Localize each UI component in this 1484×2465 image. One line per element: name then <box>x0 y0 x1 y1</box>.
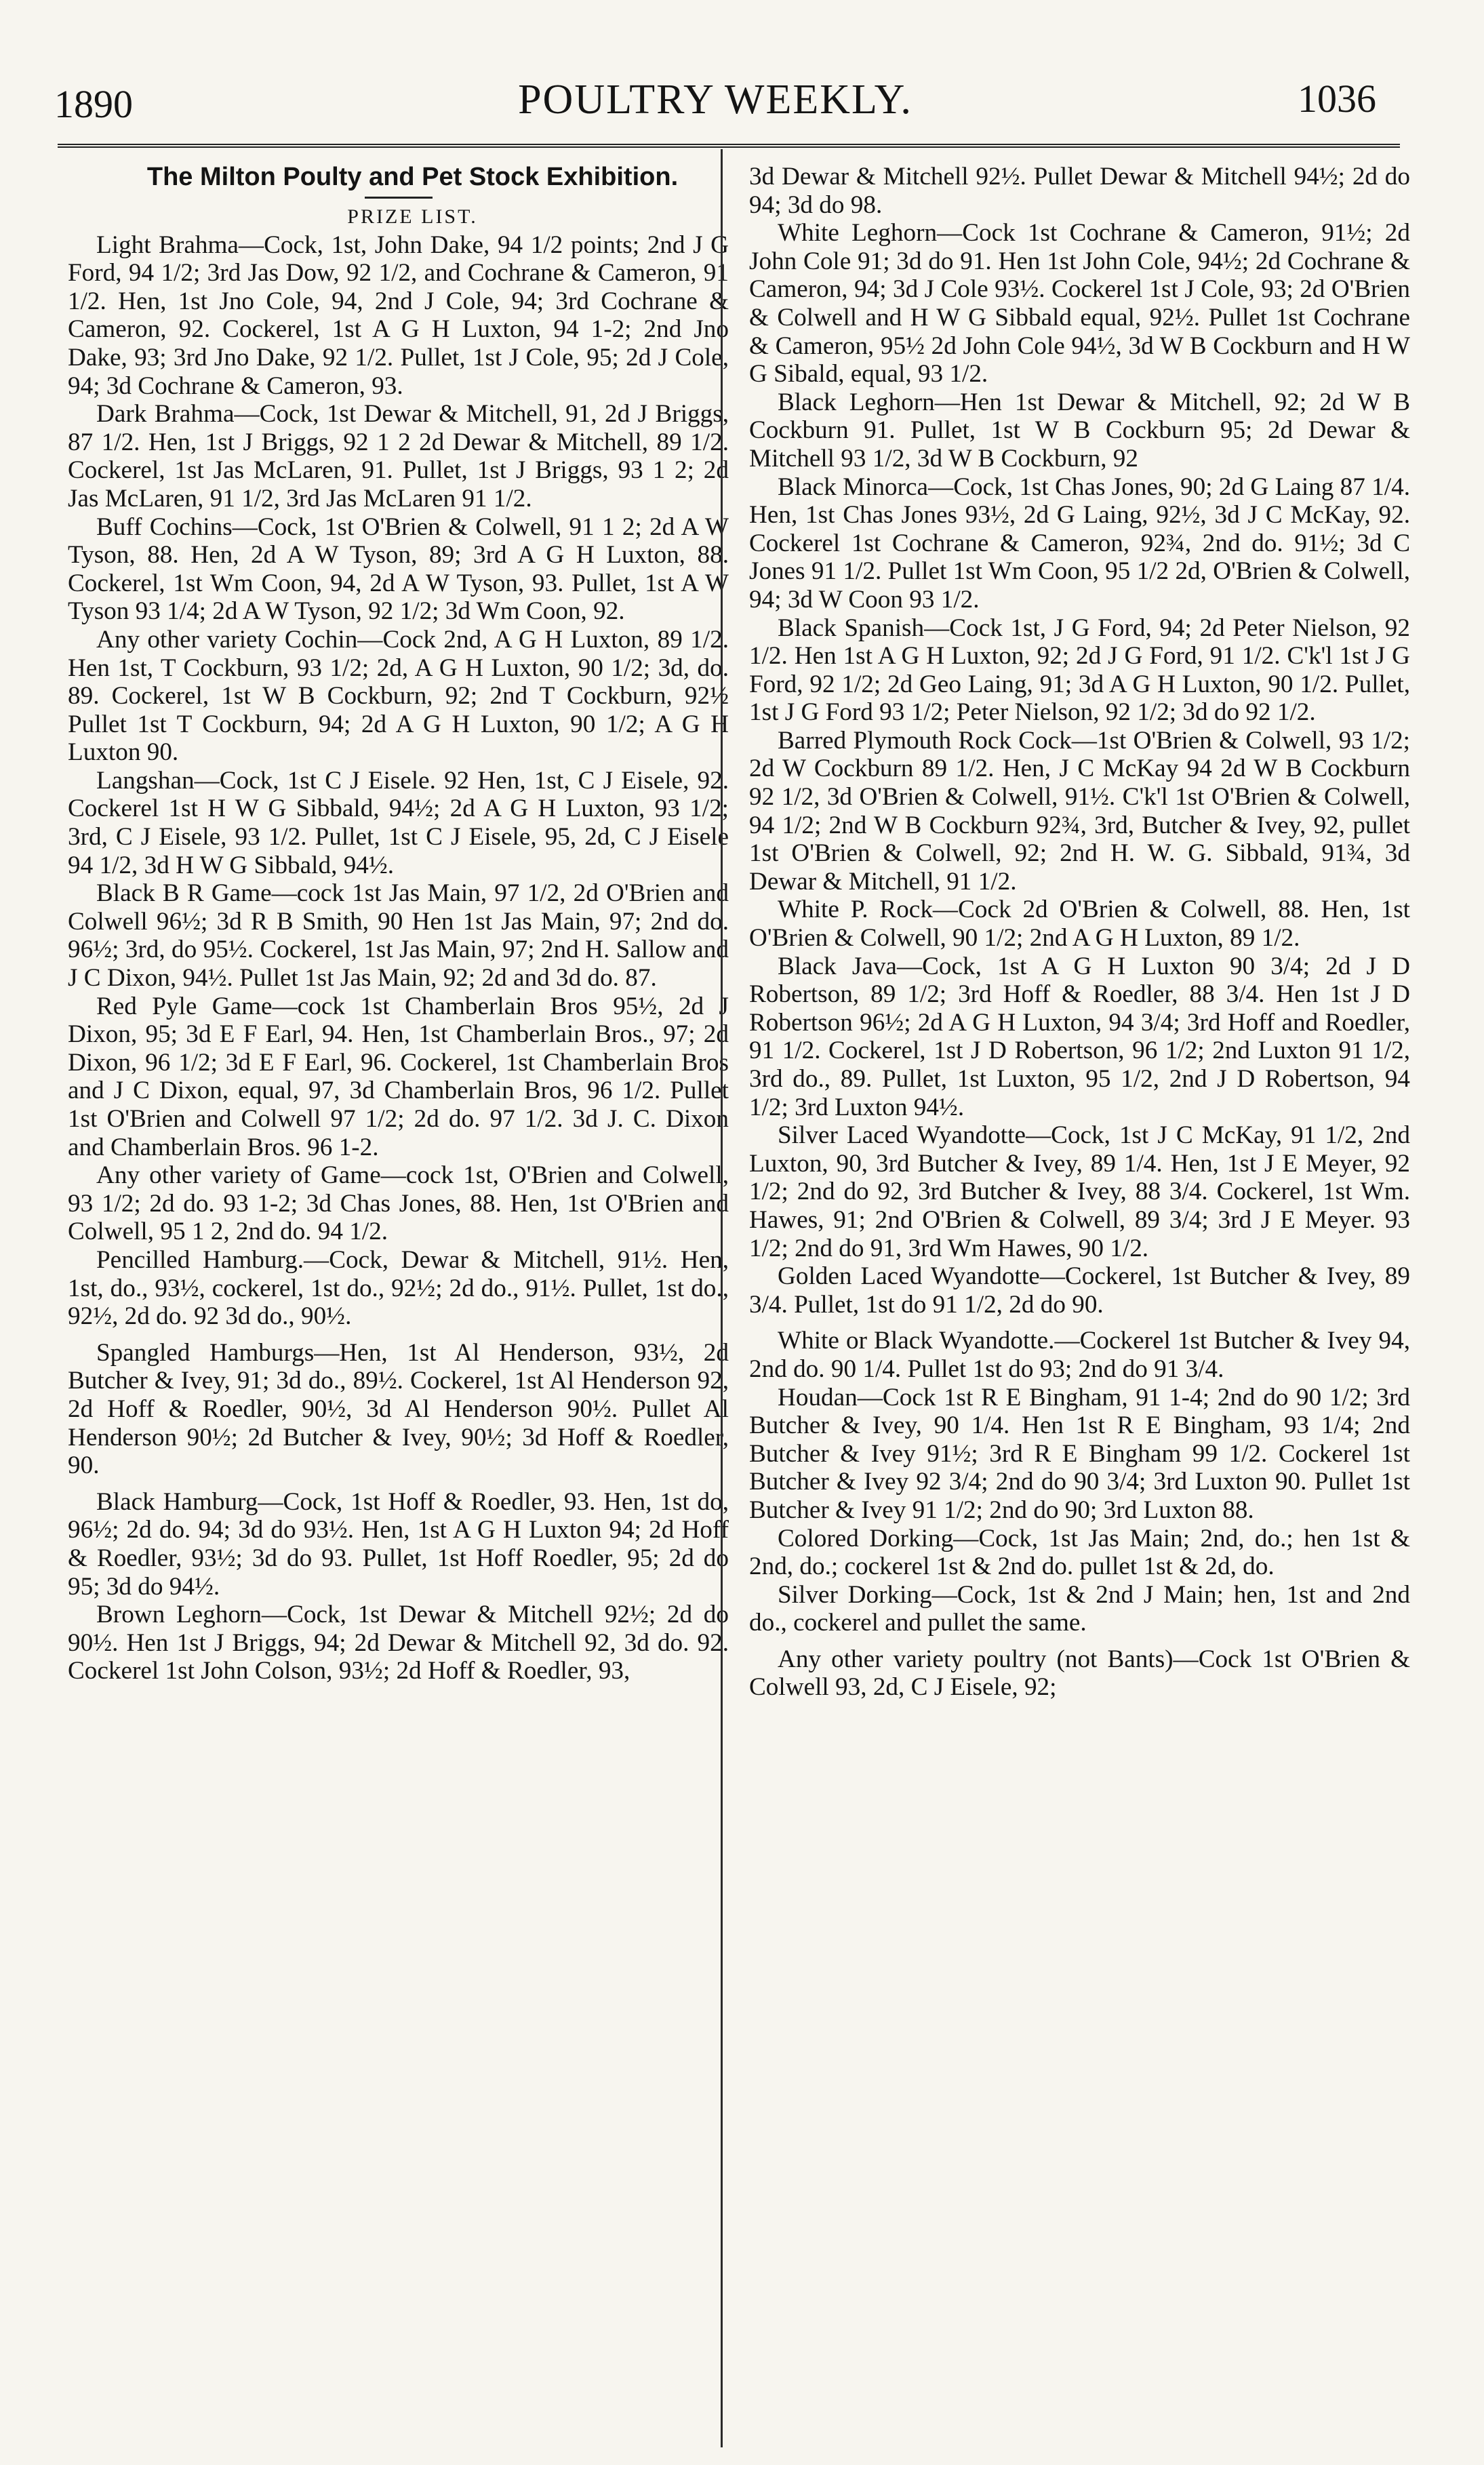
entry-paragraph: Any other variety of Game—cock 1st, O'Brien and Colwell, 93 1/2; 2d do. 93 1-2; 3d Chas Jones, 88. Hen, 1st O'Brien and Colwell, 95 1 2, 2nd do. 94 1/2. <box>68 1161 729 1246</box>
entry-paragraph: Houdan—Cock 1st R E Bingham, 91 1-4; 2nd do 90 1/2; 3rd Butcher & Ivey, 90 1/4. Hen 1st R E Bingham, 93 1/4; 2nd Butcher & Ivey 91½; 3rd R E Bingham 99 1/2. Cockerel 1st Butcher & Ivey 92 3/4; 2nd do 90 3/4; 3rd Luxton 90. Pullet 1st Butcher & Ivey 91 1/2; 2nd do 90; 3rd Luxton 88. <box>749 1383 1410 1524</box>
entry-paragraph: Dark Brahma—Cock, 1st Dewar & Mitchell, 91, 2d J Briggs, 87 1/2. Hen, 1st J Briggs, 92 1 2 2d Dewar & Mitchell, 89 1/2. Cockerel, 1st Jas McLaren, 91. Pullet, 1st J Briggs, 93 1 2; 2d Jas McLaren, 91 1/2, 3rd Jas McLaren 91 1/2. <box>68 400 729 513</box>
entry-paragraph: Silver Dorking—Cock, 1st & 2nd J Main; hen, 1st and 2nd do., cockerel and pullet the same. <box>749 1580 1410 1637</box>
entry-paragraph: Black Spanish—Cock 1st, J G Ford, 94; 2d Peter Nielson, 92 1/2. Hen 1st A G H Luxton, 92; 2d J G Ford, 91 1/2. C'k'l 1st J G Ford, 92 1/2; 2d Geo Laing, 91; 3d A G H Luxton, 90 1/2. Pullet, 1st J G Ford 93 1/2; Peter Nielson, 92 1/2; 3d do 92 1/2. <box>749 614 1410 727</box>
entry-paragraph: Any other variety Cochin—Cock 2nd, A G H Luxton, 89 1/2. Hen 1st, T Cockburn, 93 1/2; 2d, A G H Luxton, 90 1/2; 3d, do. 89. Cockerel, 1st W B Cockburn, 92; 2nd T Cockburn, 92½ Pullet 1st T Cockburn, 94; 2d A G H Luxton, 90 1/2; A G H Luxton 90. <box>68 625 729 767</box>
entry-paragraph: White P. Rock—Cock 2d O'Brien & Colwell, 88. Hen, 1st O'Brien & Colwell, 90 1/2; 2nd A G H Luxton, 89 1/2. <box>749 896 1410 953</box>
prize-list-heading: PRIZE LIST. <box>347 205 478 228</box>
page-header <box>54 62 1376 137</box>
publication-title: POULTRY WEEKLY. <box>518 77 913 123</box>
title-divider <box>365 197 433 199</box>
entry-paragraph: Black Minorca—Cock, 1st Chas Jones, 90; 2d G Laing 87 1/4. Hen, 1st Chas Jones 93½, 2d G Laing, 92½, 3d J C McKay, 92. Cockerel 1st Cochrane & Cameron, 92¾, 2nd do. 91½; 3d C Jones 91 1/2. Pullet 1st Wm Coon, 95 1/2 2d, O'Brien & Colwell, 94; 3d W Coon 93 1/2. <box>749 473 1410 614</box>
header-year: 1890 <box>54 82 133 126</box>
entry-paragraph: Light Brahma—Cock, 1st, John Dake, 94 1/2 points; 2nd J G Ford, 94 1/2; 3rd Jas Dow, 92 1/2, and Cochrane & Cameron, 91 1/2. Hen, 1st Jno Cole, 94, 2nd J Cole, 94; 3rd Cochrane & Cameron, 92. Cockerel, 1st A G H Luxton, 94 1-2; 2nd Jno Dake, 93; 3rd Jno Dake, 92 1/2. Pullet, 1st J Cole, 95; 2d J Cole, 94; 3d Cochrane & Cameron, 93. <box>68 231 729 400</box>
entry-paragraph: White Leghorn—Cock 1st Cochrane & Cameron, 91½; 2d John Cole 91; 3d do 91. Hen 1st John Cole, 94½; 2d Cochrane & Cameron, 94; 3d J Cole 93½. Cockerel 1st J Cole, 93; 2d O'Brien & Colwell and H W G Sibbald equal, 92½. Pullet 1st Cochrane & Cameron, 95½ 2d John Cole 94½, 3d W B Cockburn and H W G Sibald, equal, 93 1/2. <box>749 219 1410 388</box>
page-number: 1036 <box>1298 77 1376 121</box>
entry-paragraph: Black Java—Cock, 1st A G H Luxton 90 3/4; 2d J D Robertson, 89 1/2; 3rd Hoff & Roedler, 88 3/4. Hen 1st J D Robertson 96½; 2d A G H Luxton, 94 3/4; 3rd Hoff and Roedler, 91 1/2. Cockerel, 1st J D Robertson, 96 1/2; 2nd Luxton 91 1/2, 3rd do., 89. Pullet, 1st Luxton, 95 1/2, 2nd J D Robertson, 94 1/2; 3rd Luxton 94½. <box>749 952 1410 1121</box>
entry-paragraph: Golden Laced Wyandotte—Cockerel, 1st Butcher & Ivey, 89 3/4. Pullet, 1st do 91 1/2, 2d do 90. <box>749 1262 1410 1319</box>
entry-paragraph: Pencilled Hamburg.—Cock, Dewar & Mitchell, 91½. Hen, 1st, do., 93½, cockerel, 1st do., 92½; 2d do., 91½. Pullet, 1st do., 92½, 2d do. 92 3d do., 90½. <box>68 1245 729 1331</box>
entry-paragraph: Colored Dorking—Cock, 1st Jas Main; 2nd, do.; hen 1st & 2nd, do.; cockerel 1st & 2nd do. pullet 1st & 2d, do. <box>749 1524 1410 1581</box>
entry-paragraph: 3d Dewar & Mitchell 92½. Pullet Dewar & Mitchell 94½; 2d do 94; 3d do 98. <box>749 163 1410 219</box>
entry-paragraph: Buff Cochins—Cock, 1st O'Brien & Colwell, 91 1 2; 2d A W Tyson, 88. Hen, 2d A W Tyson, 89; 3rd A G H Luxton, 88. Cockerel, 1st Wm Coon, 94, 2d A W Tyson, 93. Pullet, 1st A W Tyson 93 1/4; 2d A W Tyson, 92 1/2; 3d Wm Coon, 92. <box>68 513 729 626</box>
left-column <box>68 163 729 1685</box>
article-title: The Milton Poulty and Pet Stock Exhibition. <box>146 163 679 191</box>
entry-paragraph: Barred Plymouth Rock Cock—1st O'Brien & Colwell, 93 1/2; 2d W Cockburn 89 1/2. Hen, J C McKay 94 2d W B Cockburn 92 1/2, 3d O'Brien & Colwell, 91½. C'k'l 1st O'Brien & Colwell, 94 1/2; 2nd W B Cockburn 92¾, 3rd, Butcher & Ivey, 92, pullet 1st O'Brien & Colwell, 92; 2nd H. W. G. Sibbald, 91¾, 3d Dewar & Mitchell, 91 1/2. <box>749 726 1410 896</box>
entry-paragraph: Silver Laced Wyandotte—Cock, 1st J C McKay, 91 1/2, 2nd Luxton, 90, 3rd Butcher & Ivey, 89 1/4. Hen, 1st J E Meyer, 92 1/2; 2nd do 92, 3rd Butcher & Ivey, 88 3/4. Cockerel, 1st Wm. Hawes, 91; 2nd O'Brien & Colwell, 89 3/4; 3rd J E Meyer. 93 1/2; 2nd do 91, 3rd Wm Hawes, 90 1/2. <box>749 1121 1410 1262</box>
entry-paragraph: White or Black Wyandotte.—Cockerel 1st Butcher & Ivey 94, 2nd do. 90 1/4. Pullet 1st do 93; 2nd do 91 3/4. <box>749 1327 1410 1383</box>
entry-paragraph: Black Leghorn—Hen 1st Dewar & Mitchell, 92; 2d W B Cockburn 91. Pullet, 1st W B Cockburn 95; 2d Dewar & Mitchell 93 1/2, 3d W B Cockburn, 92 <box>749 388 1410 473</box>
entry-paragraph: Black B R Game—cock 1st Jas Main, 97 1/2, 2d O'Brien and Colwell 96½; 3d R B Smith, 90 Hen 1st Jas Main, 97; 2nd do. 96½; 3rd, do 95½. Cockerel, 1st Jas Main, 97; 2nd H. Sallow and J C Dixon, 94½. Pullet 1st Jas Main, 92; 2d and 3d do. 87. <box>68 879 729 993</box>
column-divider <box>721 149 723 2447</box>
entry-paragraph: Any other variety poultry (not Bants)—Cock 1st O'Brien & Colwell 93, 2d, C J Eisele, 92; <box>749 1645 1410 1702</box>
entry-paragraph: Brown Leghorn—Cock, 1st Dewar & Mitchell 92½; 2d do 90½. Hen 1st J Briggs, 94; 2d Dewar & Mitchell 92, 3d do. 92. Cockerel 1st John Colson, 93½; 2d Hoff & Roedler, 93, <box>68 1601 729 1685</box>
entry-paragraph: Black Hamburg—Cock, 1st Hoff & Roedler, 93. Hen, 1st do, 96½; 2d do. 94; 3d do 93½. Hen, 1st A G H Luxton 94; 2d Hoff & Roedler, 93½; 3d do 93. Pullet, 1st Hoff Roedler, 95; 2d do 95; 3d do 94½. <box>68 1487 729 1601</box>
entry-paragraph: Spangled Hamburgs—Hen, 1st Al Henderson, 93½, 2d Butcher & Ivey, 91; 3d do., 89½. Cockerel, 1st Al Henderson 92, 2d Hoff & Roedler, 90½, 3d Al Henderson 90½. Pullet Al Henderson 90½; 2d Butcher & Ivey, 90½; 3d Hoff & Roedler, 90. <box>68 1338 729 1480</box>
header-rule <box>58 144 1400 148</box>
entry-paragraph: Red Pyle Game—cock 1st Chamberlain Bros 95½, 2d J Dixon, 95; 3d E F Earl, 94. Hen, 1st Chamberlain Bros., 97; 2d Dixon, 96 1/2; 3d E F Earl, 96. Cockerel, 1st Chamberlain Bros and J C Dixon, equal, 97, 3d Chamberlain Bros, 96 1/2. Pullet 1st O'Brien and Colwell 97 1/2; 2d do. 97 1/2. 3d J. C. Dixon and Chamberlain Bros. 96 1-2. <box>68 992 729 1161</box>
entry-paragraph: Langshan—Cock, 1st C J Eisele. 92 Hen, 1st, C J Eisele, 92. Cockerel 1st H W G Sibbald, 94½; 2d A G H Luxton, 93 1/2; 3rd, C J Eisele, 93 1/2. Pullet, 1st C J Eisele, 95, 2d, C J Eisele 94 1/2, 3d H W G Sibbald, 94½. <box>68 766 729 879</box>
right-column <box>749 163 1410 1702</box>
